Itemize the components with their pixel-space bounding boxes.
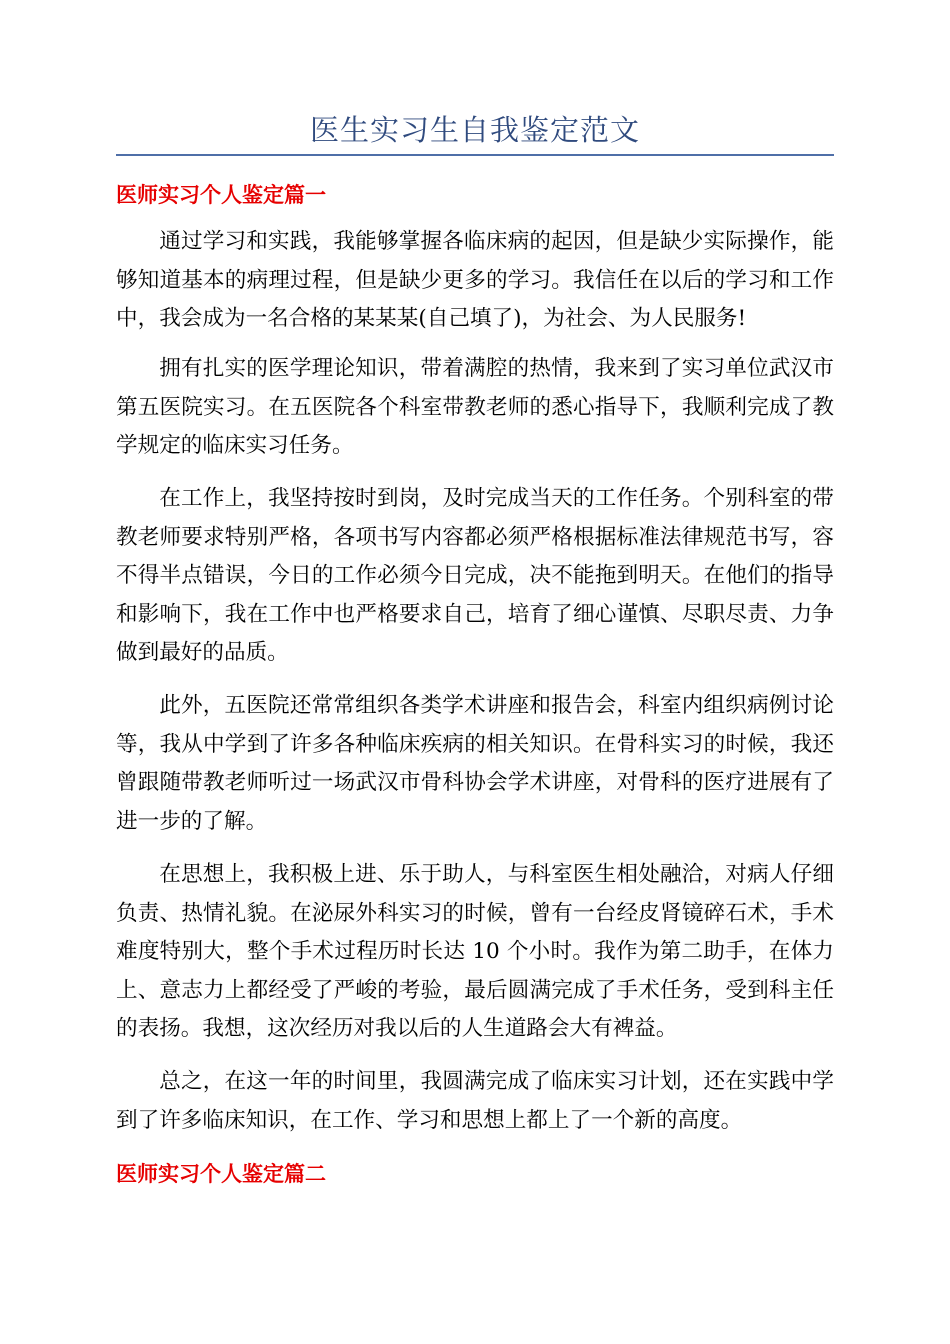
document-title: 医生实习生自我鉴定范文 bbox=[309, 113, 640, 147]
paragraph-4: 此外，五医院还常常组织各类学术讲座和报告会，科室内组织病例讨论等，我从中学到了许多各种临床疾病的相关知识。在骨科实习的时候，我还曾跟随带教老师听过一场武汉市骨科协会学术讲座，对骨科的医疗进展有了进一步的了解。 bbox=[116, 693, 834, 834]
section-heading-1: 医师实习个人鉴定篇一 bbox=[116, 183, 326, 207]
paragraph-5: 在思想上，我积极上进、乐于助人，与科室医生相处融洽，对病人仔细负责、热情礼貌。在泌尿外科实习的时候，曾有一台经皮肾镜碎石术，手术难度特别大，整个手术过程历时长达 10 个小时。我作为第二助手，在体力上、意志力上都经受了严峻的考验，最后圆满完成了手术任务，受到科主任的表扬。我想，这次经历对我以后的人生道路会大有裨益。 bbox=[116, 862, 834, 1041]
section-heading-2: 医师实习个人鉴定篇二 bbox=[116, 1162, 326, 1186]
title-underline bbox=[116, 154, 834, 156]
paragraph-3: 在工作上，我坚持按时到岗，及时完成当天的工作任务。个别科室的带教老师要求特别严格，各项书写内容都必须严格根据标准法律规范书写，容不得半点错误，今日的工作必须今日完成，决不能拖到明天。在他们的指导和影响下，我在工作中也严格要求自己，培育了细心谨慎、尽职尽责、力争做到最好的品质。 bbox=[116, 486, 834, 665]
paragraph-1: 通过学习和实践，我能够掌握各临床病的起因，但是缺少实际操作，能够知道基本的病理过程，但是缺少更多的学习。我信任在以后的学习和工作中，我会成为一名合格的某某某(自己填了)，为社会、为人民服务! bbox=[116, 229, 834, 331]
paragraph-2: 拥有扎实的医学理论知识，带着满腔的热情，我来到了实习单位武汉市第五医院实习。在五医院各个科室带教老师的悉心指导下，我顺利完成了教学规定的临床实习任务。 bbox=[116, 356, 834, 458]
paragraph-6: 总之，在这一年的时间里，我圆满完成了临床实习计划，还在实践中学到了许多临床知识，在工作、学习和思想上都上了一个新的高度。 bbox=[116, 1069, 834, 1133]
